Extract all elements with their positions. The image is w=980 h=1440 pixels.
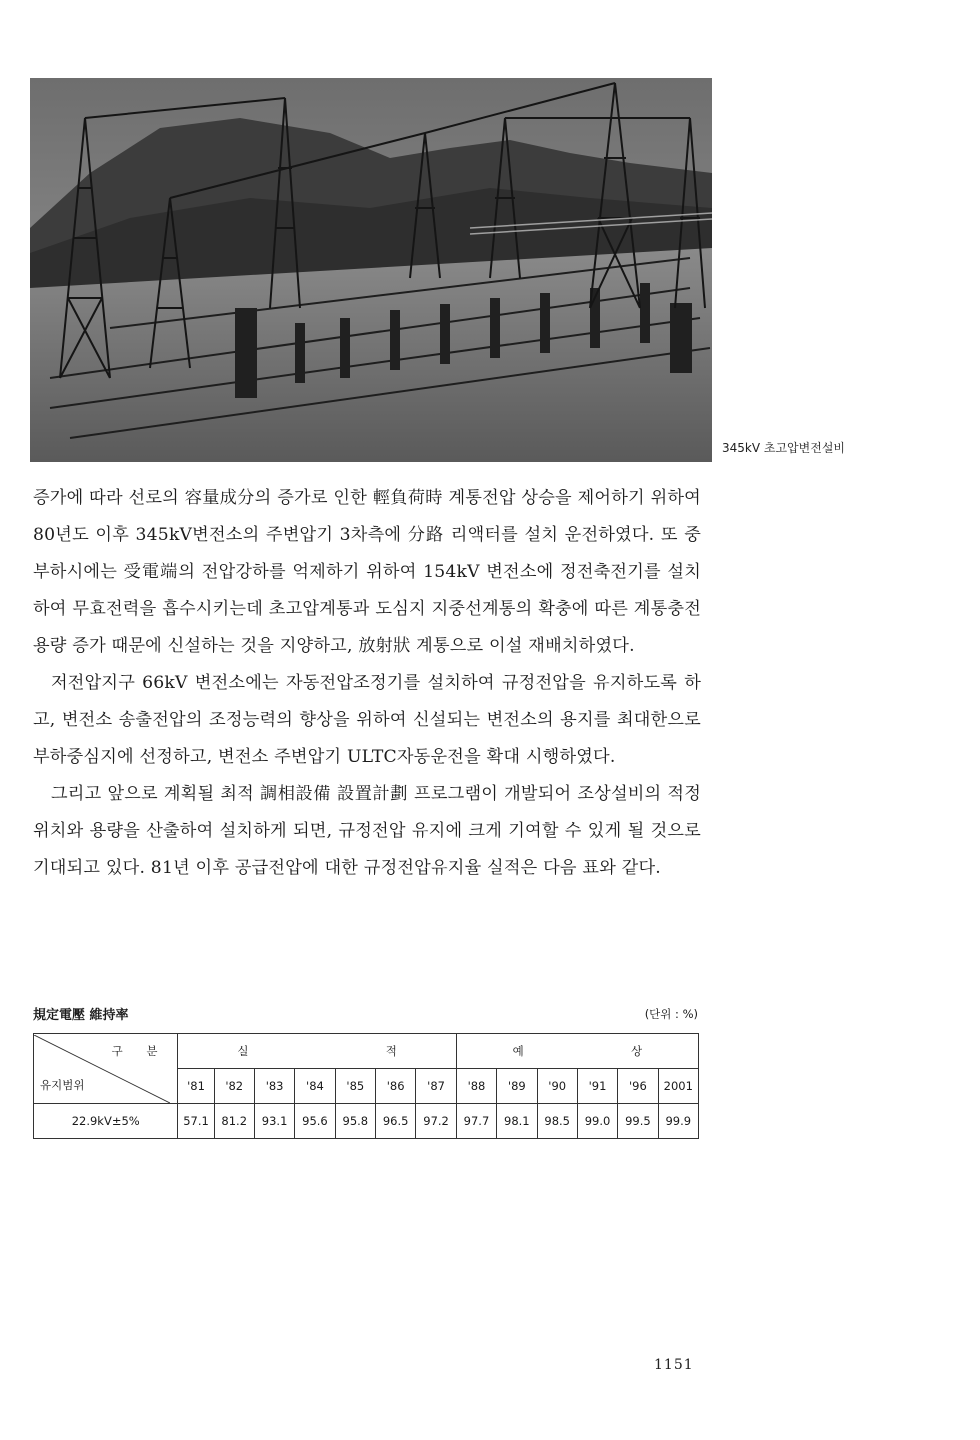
year-header: '83 (254, 1069, 294, 1104)
value-cell: 98.5 (537, 1104, 577, 1139)
value-cell: 99.9 (658, 1104, 698, 1139)
value-cell: 81.2 (214, 1104, 254, 1139)
table-unit: (단위 : %) (644, 1007, 698, 1021)
group-header-actual (178, 1034, 456, 1069)
year-header: 2001 (658, 1069, 698, 1104)
row-label: 22.9kV±5% (34, 1104, 178, 1139)
year-header: '86 (375, 1069, 415, 1104)
voltage-maintenance-table (33, 1033, 699, 1139)
year-header: '81 (178, 1069, 214, 1104)
group-forecast-char-1: 예 (512, 1044, 524, 1058)
page-number: 1151 (654, 1357, 694, 1373)
substation-photo (30, 78, 712, 462)
corner-header-bottom: 유지범위 (40, 1077, 85, 1092)
paragraph-3: 그리고 앞으로 계획될 최적 調相設備 設置計劃 프로그램이 개발되어 조상설비의 적정위치와 용량을 산출하여 설치하게 되면, 규정전압 유지에 크게 기여할 수 있게 될 것으로 기대되고 있다. 81년 이후 공급전압에 대한 규정전압유지율 실적은 다음 표와 같다. (33, 784, 701, 878)
value-cell: 95.6 (295, 1104, 335, 1139)
year-header: '91 (577, 1069, 617, 1104)
paragraph-1: 증가에 따라 선로의 容量成分의 증가로 인한 輕負荷時 계통전압 상승을 제어하기 위하여 80년도 이후 345kV변전소의 주변압기 3차측에 分路 리액터를 설치 운전하였다. 또 중부하시에는 受電端의 전압강하를 억제하기 위하여 154kV 변전소에 정전축전기를 설치하여 무효전력을 흡수시키는데 초고압계통과 도심지 지중선계통의 확충에 따른 계통충전용량 증가 때문에 신설하는 것을 지양하고, 放射狀 계통으로 이설 재배치하였다. (33, 488, 701, 656)
year-header: '96 (618, 1069, 658, 1104)
group-actual-char-2: 적 (385, 1044, 397, 1058)
group-header-forecast (456, 1034, 698, 1069)
value-cell: 99.5 (618, 1104, 658, 1139)
value-cell: 99.0 (577, 1104, 617, 1139)
value-cell: 57.1 (178, 1104, 214, 1139)
group-forecast-char-2: 상 (631, 1044, 643, 1058)
group-actual-char-1: 실 (237, 1044, 249, 1058)
year-header: '90 (537, 1069, 577, 1104)
body-text (33, 480, 701, 887)
table-title: 規定電壓 維持率 (33, 1008, 129, 1023)
value-cell: 97.7 (456, 1104, 496, 1139)
value-cell: 96.5 (375, 1104, 415, 1139)
corner-header-top: 구 분 (111, 1043, 168, 1058)
year-header: '87 (416, 1069, 456, 1104)
year-header: '84 (295, 1069, 335, 1104)
year-header: '82 (214, 1069, 254, 1104)
paragraph-2: 저전압지구 66kV 변전소에는 자동전압조정기를 설치하여 규정전압을 유지하도록 하고, 변전소 송출전압의 조정능력의 향상을 위하여 신설되는 변전소의 용지를 최대한으로 부하중심지에 선정하고, 변전소 주변압기 ULTC자동운전을 확대 시행하였다. (33, 673, 701, 767)
value-cell: 95.8 (335, 1104, 375, 1139)
value-cell: 97.2 (416, 1104, 456, 1139)
value-cell: 93.1 (254, 1104, 294, 1139)
year-header: '89 (497, 1069, 537, 1104)
year-header: '85 (335, 1069, 375, 1104)
value-cell: 98.1 (497, 1104, 537, 1139)
year-header: '88 (456, 1069, 496, 1104)
photo-caption: 345kV 초고압변전설비 (722, 441, 846, 455)
table-corner-cell (34, 1034, 178, 1104)
